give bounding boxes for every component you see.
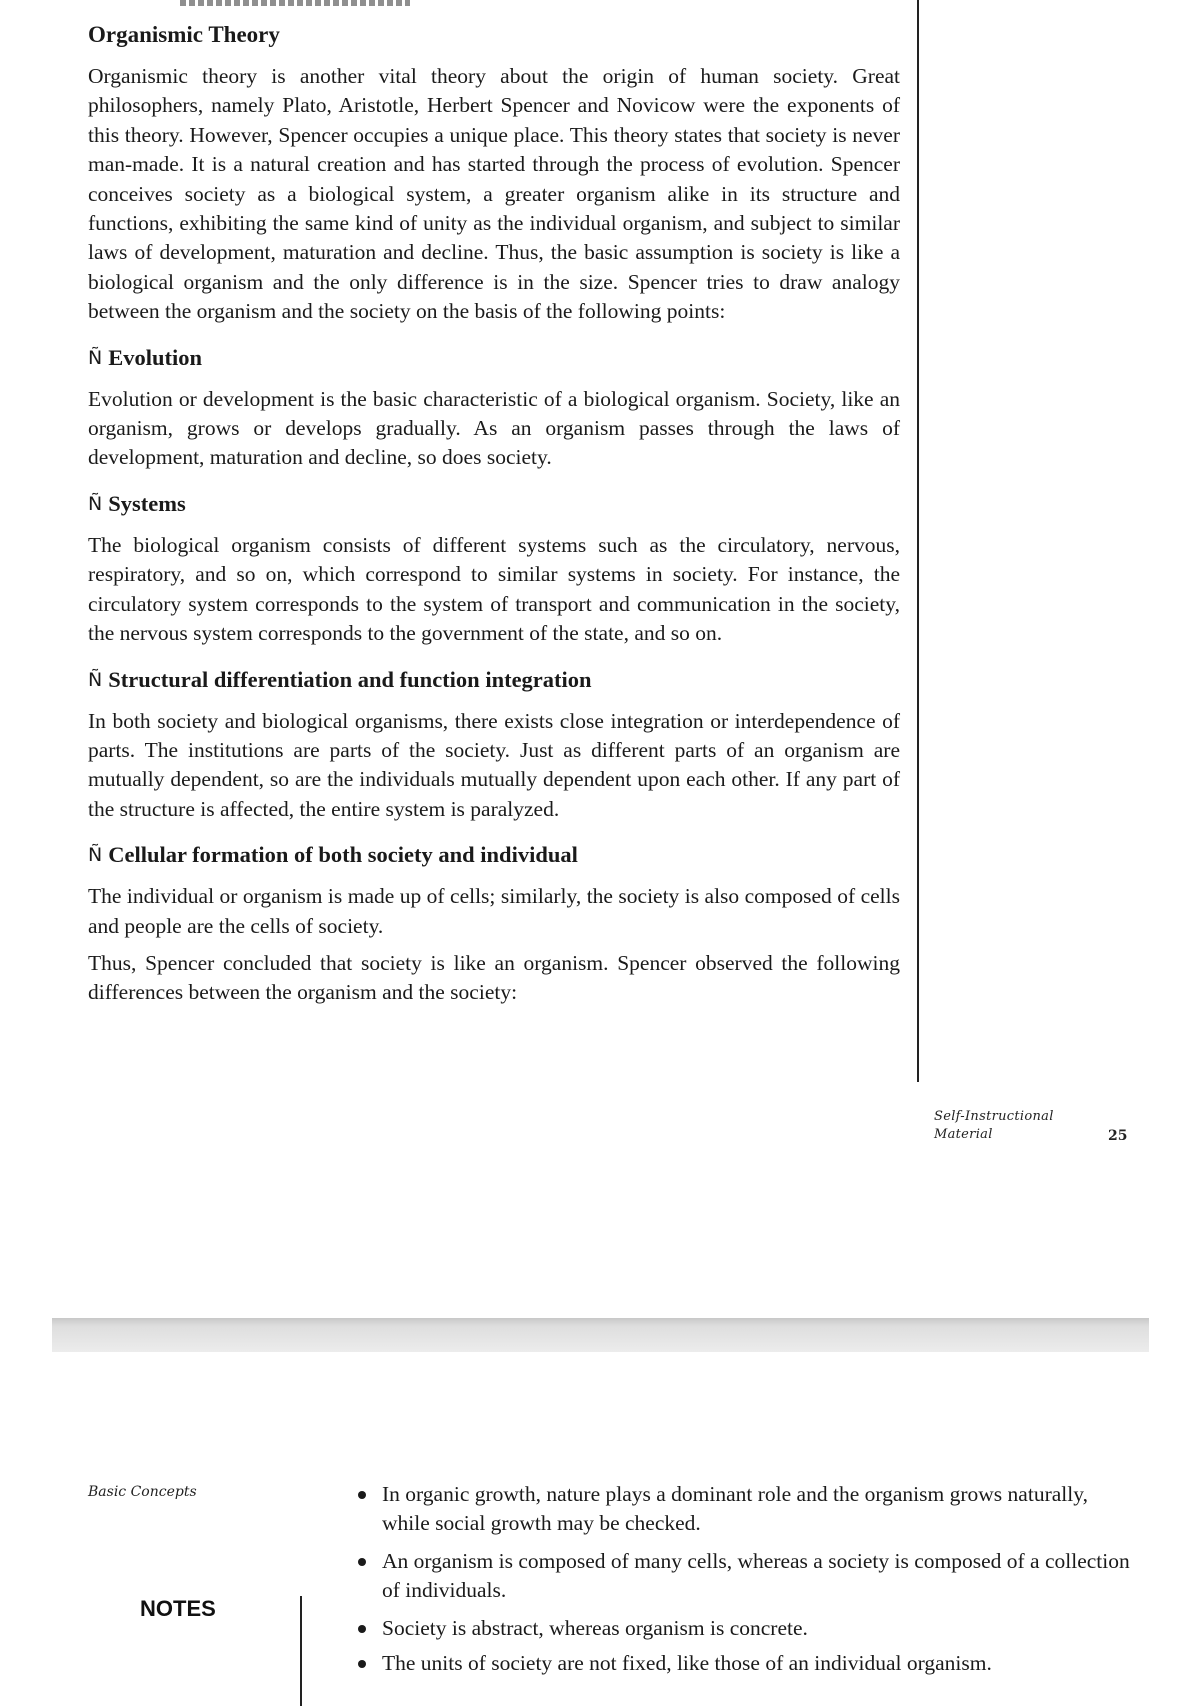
point-text-cellular: The individual or organism is made up of cells; similarly, the society is also composed of cells and people are the cells of society.	[88, 884, 900, 938]
conclusion-paragraph: Thus, Spencer concluded that society is like an organism. Spencer observed the following differences between the organism and the society:	[88, 950, 900, 1005]
notes-label: NOTES	[140, 1596, 216, 1621]
point-title: Systems	[108, 490, 186, 516]
differences-list	[358, 1480, 1138, 1687]
cut-off-text-line	[180, 0, 410, 6]
bullet-icon: Ñ	[88, 844, 103, 867]
margin-rule	[917, 0, 919, 1082]
point-heading-cellular	[88, 840, 900, 870]
bullet-icon: Ñ	[88, 346, 103, 369]
list-item: An organism is composed of many cells, whereas a society is composed of a collection of individuals.	[358, 1547, 1138, 1604]
section-heading: Organismic Theory	[88, 22, 280, 47]
point-heading-evolution	[88, 343, 900, 373]
bullet-dot-icon	[358, 1491, 366, 1499]
point-title: Cellular formation of both society and individual	[108, 842, 578, 868]
bullet-dot-icon	[358, 1625, 366, 1633]
point-heading-structural	[88, 665, 900, 695]
bullet-icon: Ñ	[88, 668, 103, 691]
page-number: 25	[1108, 1128, 1128, 1144]
bullet-dot-icon	[358, 1558, 366, 1566]
main-content	[88, 20, 900, 1020]
page-26	[0, 1352, 1200, 1698]
point-title: Evolution	[108, 344, 202, 370]
point-title: Structural differentiation and function integration	[108, 666, 592, 692]
page-separator	[52, 1318, 1149, 1352]
point-heading-systems	[88, 489, 900, 519]
point-text-systems: The biological organism consists of different systems such as the circulatory, nervous, respiratory, and so on, which correspond to similar systems in society. For instance, the circulatory system corresponds to the system of transport and communication in the society, the nervous system corresponds to the government of the state, and so on.	[88, 532, 900, 646]
point-text-structural: In both society and biological organisms, there exists close integration or interdependence of parts. The institutions are parts of the society. Just as different parts of an organism are mutually dependent, so are the individuals mutually dependent upon each other. If any part of the structure is affected, the entire system is paralyzed.	[88, 708, 900, 821]
list-item: Society is abstract, whereas organism is concrete.	[358, 1614, 1138, 1643]
bullet-icon: Ñ	[88, 492, 103, 515]
intro-paragraph: Organismic theory is another vital theory about the origin of human society. Great philosophers, namely Plato, Aristotle, Herbert Spencer and Novicow were the exponents of this theory. However, Spencer occupies a unique place. This theory states that society is never man-made. It is a natural creation and has started through the process of evolution. Spencer conceives society as a biological system, a greater organism alike in its structure and functions, exhibiting the same kind of unity as the individual organism, and subject to similar laws of development, maturation and decline. Thus, the basic assumption is society is like a biological organism and the only difference is in the size. Spencer tries to draw analogy between the organism and the society on the basis of the following points:	[88, 64, 900, 324]
list-item: The units of society are not fixed, like those of an individual organism.	[358, 1649, 1138, 1678]
list-item: In organic growth, nature plays a dominant role and the organism grows naturally, while social growth may be checked.	[358, 1480, 1138, 1537]
notes-rule	[300, 1596, 302, 1706]
running-head: Basic Concepts	[88, 1484, 197, 1500]
point-text-evolution: Evolution or development is the basic characteristic of a biological organism. Society, like an organism, grows or develops gradually. As an organism passes through the laws of development, maturation and decline, so does society.	[88, 386, 900, 470]
self-instructional-label: Self-Instructional Material	[934, 1109, 1054, 1142]
bullet-dot-icon	[358, 1660, 366, 1668]
